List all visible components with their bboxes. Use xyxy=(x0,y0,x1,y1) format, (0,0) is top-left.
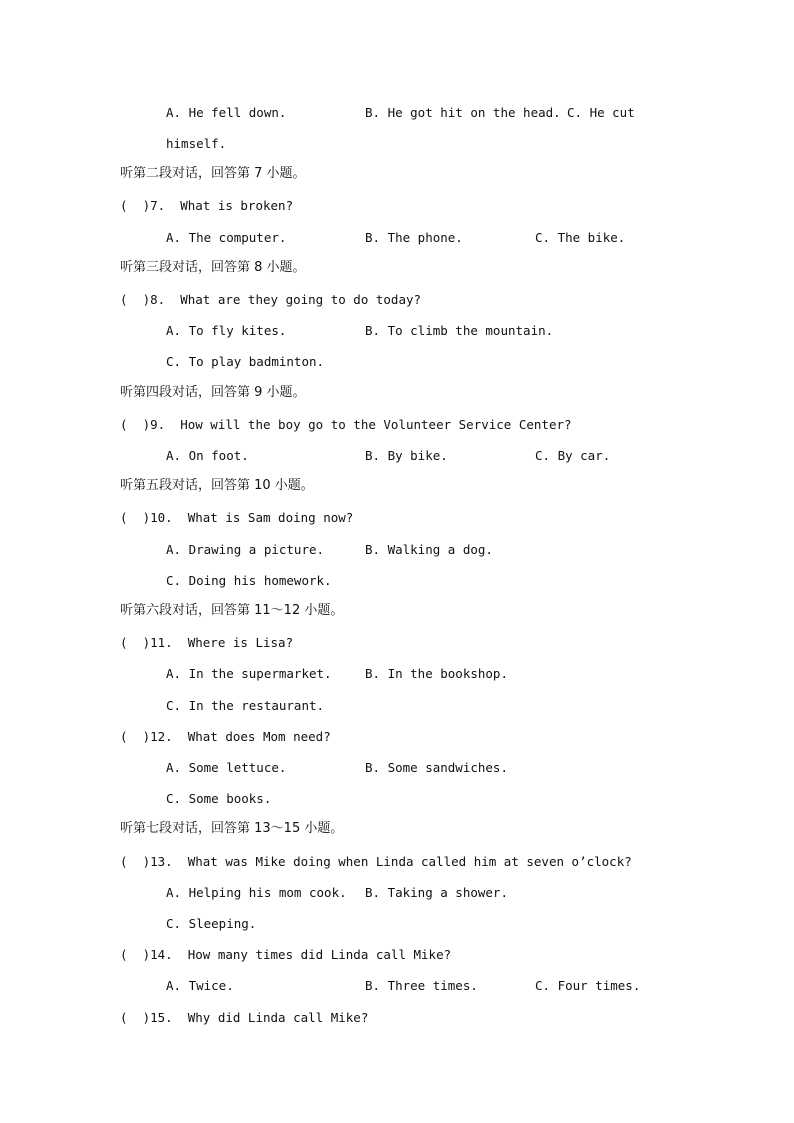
question-8: ( )8. What are they going to do today? xyxy=(120,292,422,307)
section-heading-7: 听第七段对话，回答第 13～15 小题。 xyxy=(120,821,344,836)
q7-option-c: C. The bike. xyxy=(535,230,626,245)
question-14: ( )14. How many times did Linda call Mike? xyxy=(120,947,452,962)
q11-option-b: B. In the bookshop. xyxy=(365,666,508,681)
q13-option-b: B. Taking a shower. xyxy=(365,885,508,900)
q14-option-a: A. Twice. xyxy=(166,978,234,993)
q6-option-a: A. He fell down. xyxy=(166,105,287,120)
q8-option-b: B. To climb the mountain. xyxy=(365,323,554,338)
q13-option-c: C. Sleeping. xyxy=(166,916,257,931)
question-7: ( )7. What is broken? xyxy=(120,198,294,213)
question-15: ( )15. Why did Linda call Mike? xyxy=(120,1010,369,1025)
q10-option-c: C. Doing his homework. xyxy=(166,573,332,588)
q8-option-c: C. To play badminton. xyxy=(166,354,325,369)
q14-option-c: C. Four times. xyxy=(535,978,641,993)
question-9: ( )9. How will the boy go to the Volunteer Service Center? xyxy=(120,417,572,432)
q14-option-b: B. Three times. xyxy=(365,978,478,993)
q6-option-c: C. He cut xyxy=(567,105,635,120)
q9-option-c: C. By car. xyxy=(535,448,611,463)
q7-option-a: A. The computer. xyxy=(166,230,287,245)
q11-option-a: A. In the supermarket. xyxy=(166,666,332,681)
q9-option-b: B. By bike. xyxy=(365,448,448,463)
q11-option-c: C. In the restaurant. xyxy=(166,698,325,713)
question-12: ( )12. What does Mom need? xyxy=(120,729,331,744)
question-11: ( )11. Where is Lisa? xyxy=(120,635,294,650)
q6-option-c-continued: himself. xyxy=(166,136,227,151)
q7-option-b: B. The phone. xyxy=(365,230,463,245)
q10-option-a: A. Drawing a picture. xyxy=(166,542,325,557)
question-13: ( )13. What was Mike doing when Linda called him at seven o’clock? xyxy=(120,854,632,869)
section-heading-3: 听第三段对话，回答第 8 小题。 xyxy=(120,260,306,275)
q8-option-a: A. To fly kites. xyxy=(166,323,287,338)
q10-option-b: B. Walking a dog. xyxy=(365,542,493,557)
section-heading-2: 听第二段对话，回答第 7 小题。 xyxy=(120,166,306,181)
question-10: ( )10. What is Sam doing now? xyxy=(120,510,354,525)
section-heading-4: 听第四段对话，回答第 9 小题。 xyxy=(120,385,306,400)
q12-option-a: A. Some lettuce. xyxy=(166,760,287,775)
q6-option-b: B. He got hit on the head. xyxy=(365,105,561,120)
section-heading-5: 听第五段对话，回答第 10 小题。 xyxy=(120,478,314,493)
q13-option-a: A. Helping his mom cook. xyxy=(166,885,347,900)
q12-option-c: C. Some books. xyxy=(166,791,272,806)
q9-option-a: A. On foot. xyxy=(166,448,249,463)
q12-option-b: B. Some sandwiches. xyxy=(365,760,508,775)
section-heading-6: 听第六段对话，回答第 11～12 小题。 xyxy=(120,603,344,618)
